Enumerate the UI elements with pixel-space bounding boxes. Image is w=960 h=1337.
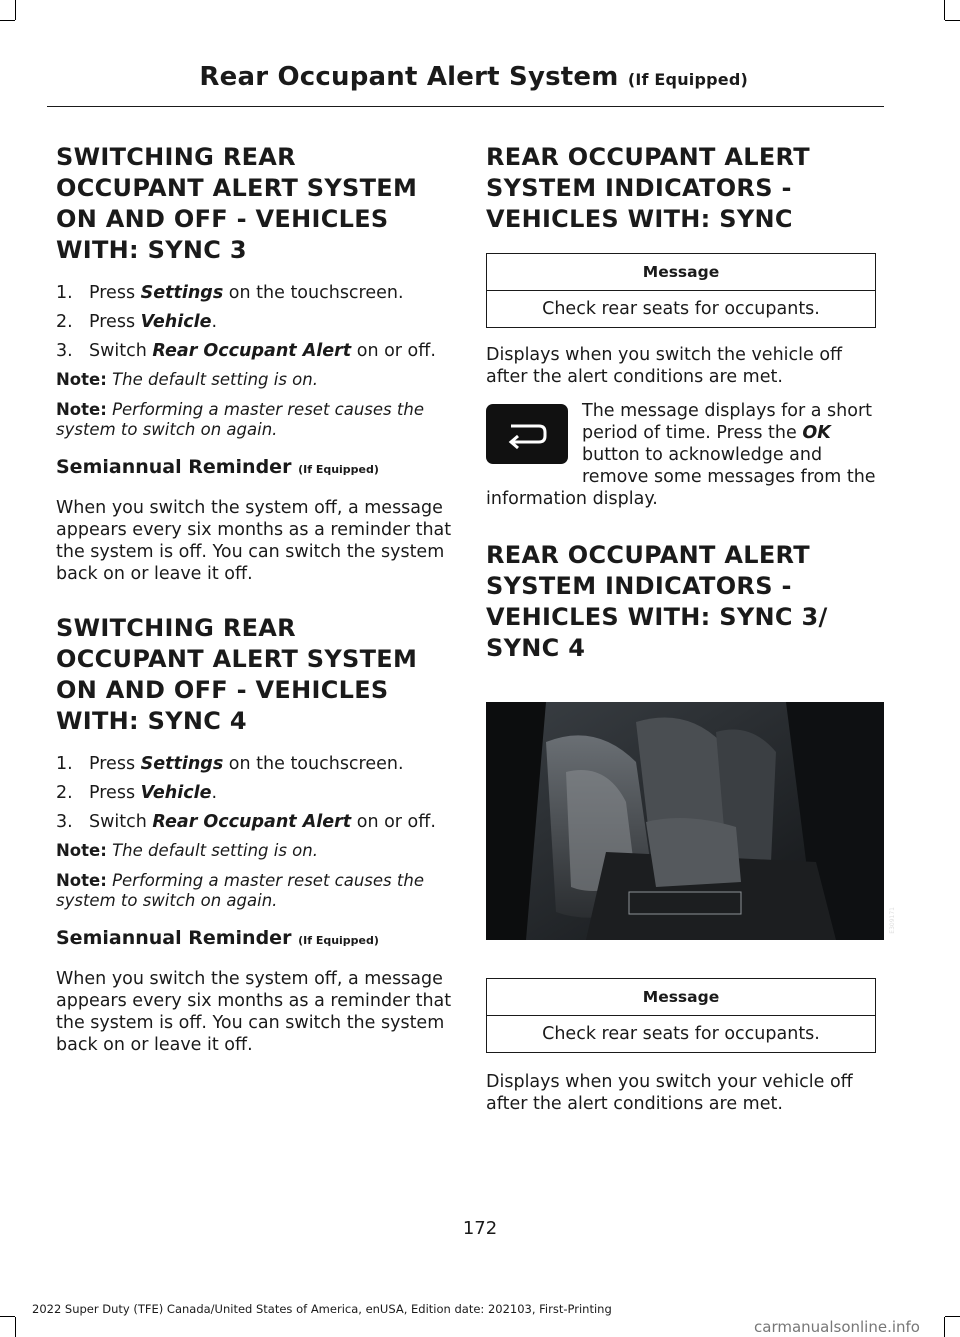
note [56,871,456,911]
ui-term: Settings [140,283,224,303]
subheading-semiannual-reminder [56,454,456,483]
table-header: Message [487,254,875,291]
step-item [56,311,456,333]
step-number: 2. [56,312,73,332]
crop-mark [15,0,16,20]
step-text: Switch [89,341,153,361]
step-text: Press [89,283,141,303]
ui-term: Vehicle [140,312,212,332]
body-paragraph: When you switch the system off, a message appears every six months as a reminder that the system is off. You can switch the system back on or leave it off. [56,498,452,584]
rear-seats-photo [486,702,896,940]
section-heading-sync3: SWITCHING REAR OCCUPANT ALERT SYSTEM ON AND OFF - VEHICLES WITH: SYNC 3 [56,143,418,264]
table-header: Message [487,979,875,1016]
step-item [56,753,456,775]
step-number: 1. [56,283,73,303]
message-table [486,978,876,1053]
header-divider [47,106,884,107]
section-heading-indicators-sync: REAR OCCUPANT ALERT SYSTEM INDICATORS - VEHICLES WITH: SYNC [486,143,810,233]
step-number: 3. [56,341,73,361]
subheading-text: Semiannual Reminder [56,456,292,478]
page-number: 172 [462,1218,498,1239]
body-text: The message displays for a short period of time. Press the [582,401,873,443]
note-text: Performing a master reset causes the system to switch on again. [56,871,424,910]
header-title-text: Rear Occupant Alert System [199,62,619,92]
table-cell: Check rear seats for occupants. [542,299,820,319]
step-text: Press [89,754,141,774]
message-table [486,253,876,328]
page-header-title [199,62,748,92]
note-text: Performing a master reset causes the system to switch on again. [56,400,424,439]
step-text: on or off. [351,341,436,361]
crop-mark [15,1317,16,1337]
step-text: on or off. [351,812,436,832]
step-text: on the touchscreen. [223,754,404,774]
step-text: on the touchscreen. [223,283,404,303]
note-text: The default setting is on. [112,841,318,860]
crop-mark [945,1316,960,1317]
subheading-suffix: (If Equipped) [298,463,379,476]
right-column [486,142,896,1115]
return-arrow-icon [486,404,568,464]
step-item [56,782,456,804]
note [56,841,456,861]
step-text: Press [89,783,141,803]
crop-mark [0,20,15,21]
ui-term: Rear Occupant Alert [152,341,352,361]
subheading-semiannual-reminder [56,925,456,954]
step-text: . [211,312,218,332]
watermark: carmanualsonline.info [754,1318,920,1336]
step-item [56,340,456,362]
crop-mark [0,1316,15,1317]
note-label: Note: [56,841,107,860]
table-cell: Check rear seats for occupants. [542,1024,820,1044]
note [56,370,456,390]
note-label: Note: [56,400,107,419]
edition-footer: 2022 Super Duty (TFE) Canada/United States of America, enUSA, Edition date: 202103, First-Printing [32,1302,612,1316]
ui-term: OK [802,423,831,443]
header-title-suffix: (If Equipped) [627,70,748,89]
note-label: Note: [56,370,107,389]
subheading-suffix: (If Equipped) [298,934,379,947]
step-item [56,282,456,304]
ui-term: Settings [140,754,224,774]
body-paragraph: Displays when you switch your vehicle off after the alert conditions are met. [486,1072,853,1114]
crop-mark [944,1317,945,1337]
crop-mark [945,20,960,21]
crop-mark [944,0,945,20]
step-text: . [211,783,218,803]
ok-button-paragraph [486,400,884,510]
body-paragraph: When you switch the system off, a message appears every six months as a reminder that the system is off. You can switch the system back on or leave it off. [56,969,452,1055]
note-label: Note: [56,871,107,890]
ui-term: Vehicle [140,783,212,803]
left-column [56,142,456,1056]
step-number: 3. [56,812,73,832]
ui-term: Rear Occupant Alert [152,812,352,832]
section-heading-sync4: SWITCHING REAR OCCUPANT ALERT SYSTEM ON AND OFF - VEHICLES WITH: SYNC 4 [56,614,418,735]
body-paragraph: Displays when you switch the vehicle off after the alert conditions are met. [486,345,843,387]
step-number: 1. [56,754,73,774]
step-item [56,811,456,833]
section-heading-indicators-sync3-sync4: REAR OCCUPANT ALERT SYSTEM INDICATORS - VEHICLES WITH: SYNC 3/ SYNC 4 [486,541,828,662]
note [56,400,456,440]
note-text: The default setting is on. [112,370,318,389]
body-text: button to acknowledge and remove some messages from the information display. [486,445,876,509]
subheading-text: Semiannual Reminder [56,927,292,949]
step-number: 2. [56,783,73,803]
step-text: Switch [89,812,153,832]
step-text: Press [89,312,141,332]
image-code: E309171 [889,907,896,934]
